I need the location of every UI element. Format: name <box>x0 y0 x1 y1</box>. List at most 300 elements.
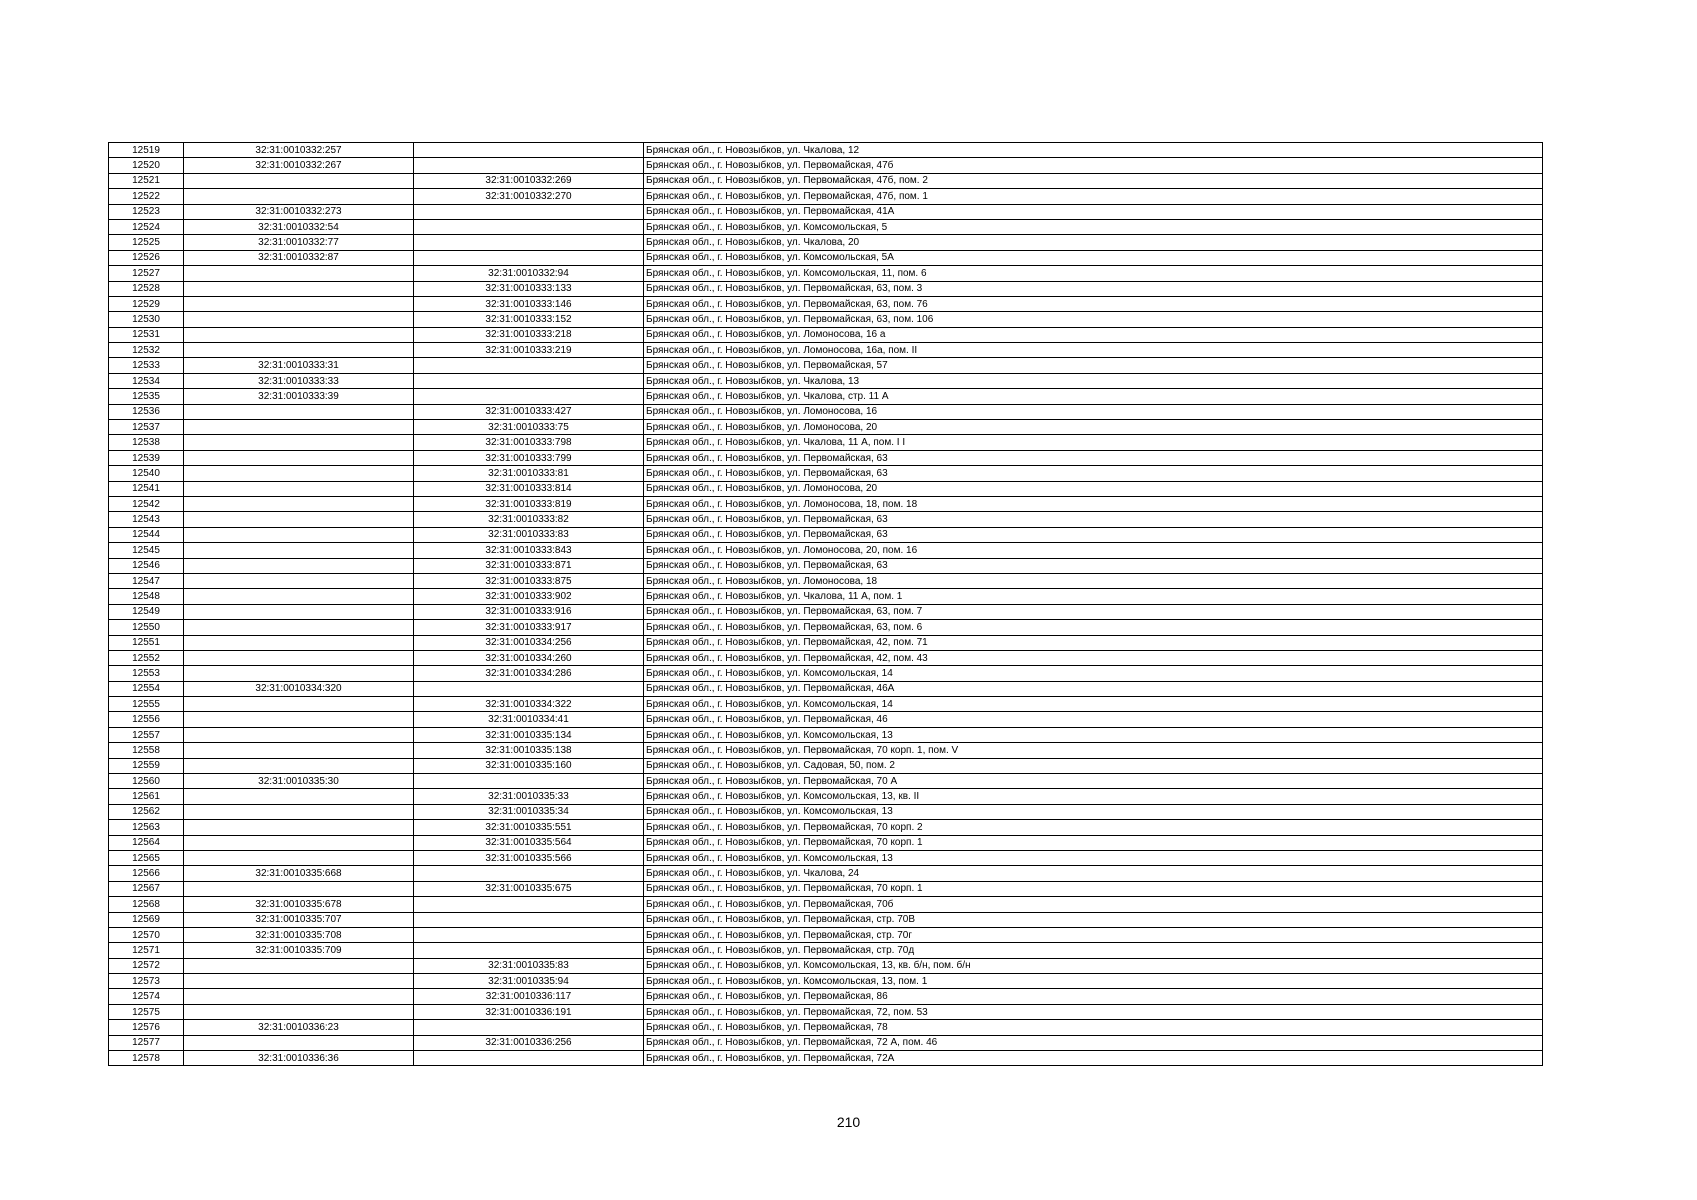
cadastral-number-alt-cell: 32:31:0010333:799 <box>414 450 644 465</box>
address-cell: Брянская обл., г. Новозыбков, ул. Комсомольская, 14 <box>644 697 1543 712</box>
table-row <box>109 204 1543 219</box>
cadastral-number-alt-cell <box>414 1020 644 1035</box>
cadastral-number-alt-cell: 32:31:0010333:902 <box>414 589 644 604</box>
row-number-cell: 12574 <box>109 989 184 1004</box>
table-row <box>109 420 1543 435</box>
table-row <box>109 1051 1543 1066</box>
cadastral-number-cell <box>184 312 414 327</box>
cadastral-number-cell: 32:31:0010333:33 <box>184 373 414 388</box>
row-number-cell: 12524 <box>109 219 184 234</box>
cadastral-number-cell <box>184 281 414 296</box>
cadastral-number-cell <box>184 881 414 896</box>
row-number-cell: 12556 <box>109 712 184 727</box>
table-row <box>109 989 1543 1004</box>
cadastral-number-alt-cell: 32:31:0010334:286 <box>414 666 644 681</box>
row-number-cell: 12577 <box>109 1035 184 1050</box>
row-number-cell: 12543 <box>109 512 184 527</box>
cadastral-number-alt-cell: 32:31:0010336:117 <box>414 989 644 1004</box>
address-cell: Брянская обл., г. Новозыбков, ул. Садовая, 50, пом. 2 <box>644 758 1543 773</box>
table-row <box>109 219 1543 234</box>
address-cell: Брянская обл., г. Новозыбков, ул. Первомайская, 72 А, пом. 46 <box>644 1035 1543 1050</box>
row-number-cell: 12570 <box>109 927 184 942</box>
address-cell: Брянская обл., г. Новозыбков, ул. Первомайская, 47б, пом. 2 <box>644 173 1543 188</box>
address-cell: Брянская обл., г. Новозыбков, ул. Ломоносова, 16 <box>644 404 1543 419</box>
table-row <box>109 835 1543 850</box>
cadastral-number-alt-cell: 32:31:0010332:269 <box>414 173 644 188</box>
cadastral-number-cell <box>184 527 414 542</box>
address-cell: Брянская обл., г. Новозыбков, ул. Первомайская, 63, пом. 7 <box>644 604 1543 619</box>
address-cell: Брянская обл., г. Новозыбков, ул. Первомайская, 46 <box>644 712 1543 727</box>
cadastral-number-alt-cell: 32:31:0010332:270 <box>414 189 644 204</box>
table-row <box>109 250 1543 265</box>
cadastral-number-cell <box>184 974 414 989</box>
cadastral-number-alt-cell: 32:31:0010335:134 <box>414 727 644 742</box>
table-row <box>109 820 1543 835</box>
table-row <box>109 804 1543 819</box>
table-row <box>109 543 1543 558</box>
table-row <box>109 974 1543 989</box>
address-cell: Брянская обл., г. Новозыбков, ул. Чкалова, 11 А, пом. 1 <box>644 589 1543 604</box>
table-row <box>109 527 1543 542</box>
cadastral-number-cell <box>184 573 414 588</box>
table-row <box>109 558 1543 573</box>
cadastral-number-cell <box>184 835 414 850</box>
cadastral-number-cell <box>184 604 414 619</box>
cadastral-number-alt-cell: 32:31:0010335:138 <box>414 743 644 758</box>
row-number-cell: 12525 <box>109 235 184 250</box>
row-number-cell: 12573 <box>109 974 184 989</box>
address-cell: Брянская обл., г. Новозыбков, ул. Первомайская, 63 <box>644 558 1543 573</box>
table-row <box>109 943 1543 958</box>
row-number-cell: 12533 <box>109 358 184 373</box>
table-row <box>109 435 1543 450</box>
address-cell: Брянская обл., г. Новозыбков, ул. Первомайская, 78 <box>644 1020 1543 1035</box>
cadastral-number-cell: 32:31:0010336:36 <box>184 1051 414 1066</box>
table-row <box>109 296 1543 311</box>
address-cell: Брянская обл., г. Новозыбков, ул. Чкалова, 24 <box>644 866 1543 881</box>
cadastral-number-alt-cell: 32:31:0010335:564 <box>414 835 644 850</box>
cadastral-number-alt-cell: 32:31:0010334:256 <box>414 635 644 650</box>
table-row <box>109 774 1543 789</box>
cadastral-number-cell: 32:31:0010334:320 <box>184 681 414 696</box>
cadastral-number-alt-cell: 32:31:0010335:566 <box>414 850 644 865</box>
address-cell: Брянская обл., г. Новозыбков, ул. Комсомольская, 5А <box>644 250 1543 265</box>
cadastral-number-alt-cell <box>414 912 644 927</box>
table-row <box>109 496 1543 511</box>
cadastral-number-cell <box>184 404 414 419</box>
cadastral-number-alt-cell <box>414 897 644 912</box>
row-number-cell: 12532 <box>109 343 184 358</box>
address-cell: Брянская обл., г. Новозыбков, ул. Комсомольская, 13, кв. II <box>644 789 1543 804</box>
cadastral-number-cell <box>184 558 414 573</box>
cadastral-number-alt-cell <box>414 158 644 173</box>
table-row <box>109 697 1543 712</box>
cadastral-number-alt-cell: 32:31:0010333:219 <box>414 343 644 358</box>
address-cell: Брянская обл., г. Новозыбков, ул. Первомайская, 70 корп. 1 <box>644 835 1543 850</box>
cadastral-number-cell: 32:31:0010335:708 <box>184 927 414 942</box>
cadastral-number-cell <box>184 850 414 865</box>
table-row <box>109 373 1543 388</box>
cadastral-number-alt-cell: 32:31:0010336:256 <box>414 1035 644 1050</box>
table-row <box>109 450 1543 465</box>
cadastral-number-alt-cell: 32:31:0010333:427 <box>414 404 644 419</box>
cadastral-number-cell <box>184 697 414 712</box>
cadastral-number-cell <box>184 620 414 635</box>
cadastral-number-cell: 32:31:0010332:267 <box>184 158 414 173</box>
row-number-cell: 12552 <box>109 650 184 665</box>
row-number-cell: 12576 <box>109 1020 184 1035</box>
address-cell: Брянская обл., г. Новозыбков, ул. Чкалова, 13 <box>644 373 1543 388</box>
table-row <box>109 404 1543 419</box>
row-number-cell: 12541 <box>109 481 184 496</box>
cadastral-number-alt-cell <box>414 927 644 942</box>
cadastral-number-cell <box>184 727 414 742</box>
address-cell: Брянская обл., г. Новозыбков, ул. Первомайская, 86 <box>644 989 1543 1004</box>
cadastral-number-cell: 32:31:0010336:23 <box>184 1020 414 1035</box>
cadastral-number-cell <box>184 173 414 188</box>
row-number-cell: 12549 <box>109 604 184 619</box>
table-row <box>109 758 1543 773</box>
cadastral-number-cell: 32:31:0010332:54 <box>184 219 414 234</box>
table-row <box>109 727 1543 742</box>
address-cell: Брянская обл., г. Новозыбков, ул. Комсомольская, 13 <box>644 804 1543 819</box>
cadastral-number-alt-cell: 32:31:0010334:322 <box>414 697 644 712</box>
table-row <box>109 312 1543 327</box>
address-cell: Брянская обл., г. Новозыбков, ул. Ломоносова, 20 <box>644 420 1543 435</box>
cadastral-number-alt-cell <box>414 1051 644 1066</box>
cadastral-number-cell <box>184 543 414 558</box>
address-cell: Брянская обл., г. Новозыбков, ул. Первомайская, 47б, пом. 1 <box>644 189 1543 204</box>
row-number-cell: 12566 <box>109 866 184 881</box>
cadastral-number-alt-cell: 32:31:0010333:75 <box>414 420 644 435</box>
cadastral-number-alt-cell: 32:31:0010333:218 <box>414 327 644 342</box>
cadastral-number-cell <box>184 266 414 281</box>
address-cell: Брянская обл., г. Новозыбков, ул. Чкалова, 12 <box>644 143 1543 158</box>
cadastral-number-cell: 32:31:0010335:668 <box>184 866 414 881</box>
address-cell: Брянская обл., г. Новозыбков, ул. Ломоносова, 20 <box>644 481 1543 496</box>
address-cell: Брянская обл., г. Новозыбков, ул. Первомайская, 70 корп. 1 <box>644 881 1543 896</box>
row-number-cell: 12528 <box>109 281 184 296</box>
cadastral-number-alt-cell <box>414 681 644 696</box>
row-number-cell: 12520 <box>109 158 184 173</box>
row-number-cell: 12526 <box>109 250 184 265</box>
table-row <box>109 897 1543 912</box>
address-cell: Брянская обл., г. Новозыбков, ул. Комсомольская, 13, пом. 1 <box>644 974 1543 989</box>
cadastral-number-cell <box>184 589 414 604</box>
address-cell: Брянская обл., г. Новозыбков, ул. Первомайская, 70 корп. 2 <box>644 820 1543 835</box>
cadastral-number-cell <box>184 496 414 511</box>
cadastral-number-cell <box>184 420 414 435</box>
address-cell: Брянская обл., г. Новозыбков, ул. Первомайская, 70 А <box>644 774 1543 789</box>
cadastral-number-alt-cell <box>414 866 644 881</box>
row-number-cell: 12531 <box>109 327 184 342</box>
row-number-cell: 12521 <box>109 173 184 188</box>
table-row <box>109 881 1543 896</box>
table-row <box>109 589 1543 604</box>
row-number-cell: 12555 <box>109 697 184 712</box>
cadastral-number-cell <box>184 789 414 804</box>
row-number-cell: 12553 <box>109 666 184 681</box>
cadastral-number-cell <box>184 758 414 773</box>
cadastral-number-cell <box>184 650 414 665</box>
cadastral-number-alt-cell <box>414 250 644 265</box>
row-number-cell: 12523 <box>109 204 184 219</box>
address-cell: Брянская обл., г. Новозыбков, ул. Первомайская, 63, пом. 76 <box>644 296 1543 311</box>
cadastral-number-cell <box>184 635 414 650</box>
cadastral-number-cell: 32:31:0010332:87 <box>184 250 414 265</box>
row-number-cell: 12542 <box>109 496 184 511</box>
cadastral-number-cell <box>184 1004 414 1019</box>
address-cell: Брянская обл., г. Новозыбков, ул. Первомайская, 42, пом. 71 <box>644 635 1543 650</box>
table-row <box>109 143 1543 158</box>
row-number-cell: 12547 <box>109 573 184 588</box>
cadastral-number-cell: 32:31:0010335:678 <box>184 897 414 912</box>
cadastral-number-alt-cell: 32:31:0010335:160 <box>414 758 644 773</box>
address-cell: Брянская обл., г. Новозыбков, ул. Первомайская, 63 <box>644 512 1543 527</box>
cadastral-number-alt-cell: 32:31:0010333:875 <box>414 573 644 588</box>
row-number-cell: 12557 <box>109 727 184 742</box>
cadastral-number-cell <box>184 327 414 342</box>
address-cell: Брянская обл., г. Новозыбков, ул. Первомайская, 63, пом. 106 <box>644 312 1543 327</box>
row-number-cell: 12559 <box>109 758 184 773</box>
address-cell: Брянская обл., г. Новозыбков, ул. Первомайская, стр. 70В <box>644 912 1543 927</box>
cadastral-number-alt-cell: 32:31:0010333:798 <box>414 435 644 450</box>
table-row <box>109 158 1543 173</box>
row-number-cell: 12539 <box>109 450 184 465</box>
row-number-cell: 12562 <box>109 804 184 819</box>
address-cell: Брянская обл., г. Новозыбков, ул. Первомайская, 46А <box>644 681 1543 696</box>
cadastral-number-cell: 32:31:0010335:707 <box>184 912 414 927</box>
table-row <box>109 712 1543 727</box>
address-cell: Брянская обл., г. Новозыбков, ул. Ломоносова, 16а, пом. II <box>644 343 1543 358</box>
address-cell: Брянская обл., г. Новозыбков, ул. Первомайская, стр. 70г <box>644 927 1543 942</box>
row-number-cell: 12535 <box>109 389 184 404</box>
cadastral-number-alt-cell: 32:31:0010333:819 <box>414 496 644 511</box>
cadastral-number-alt-cell <box>414 219 644 234</box>
cadastral-number-alt-cell: 32:31:0010335:94 <box>414 974 644 989</box>
table-row <box>109 620 1543 635</box>
row-number-cell: 12572 <box>109 958 184 973</box>
address-cell: Брянская обл., г. Новозыбков, ул. Комсомольская, 13 <box>644 850 1543 865</box>
registry-table-body <box>109 143 1543 1066</box>
cadastral-number-cell: 32:31:0010335:30 <box>184 774 414 789</box>
cadastral-number-alt-cell <box>414 943 644 958</box>
table-row <box>109 604 1543 619</box>
table-row <box>109 912 1543 927</box>
table-row <box>109 958 1543 973</box>
cadastral-number-alt-cell <box>414 389 644 404</box>
row-number-cell: 12565 <box>109 850 184 865</box>
row-number-cell: 12527 <box>109 266 184 281</box>
cadastral-number-cell <box>184 712 414 727</box>
cadastral-number-cell <box>184 296 414 311</box>
row-number-cell: 12530 <box>109 312 184 327</box>
row-number-cell: 12545 <box>109 543 184 558</box>
row-number-cell: 12560 <box>109 774 184 789</box>
cadastral-number-cell <box>184 958 414 973</box>
cadastral-number-cell <box>184 450 414 465</box>
table-row <box>109 1035 1543 1050</box>
cadastral-number-alt-cell: 32:31:0010335:33 <box>414 789 644 804</box>
row-number-cell: 12550 <box>109 620 184 635</box>
row-number-cell: 12563 <box>109 820 184 835</box>
row-number-cell: 12537 <box>109 420 184 435</box>
table-row <box>109 327 1543 342</box>
table-row <box>109 650 1543 665</box>
table-row <box>109 666 1543 681</box>
address-cell: Брянская обл., г. Новозыбков, ул. Первомайская, 70 корп. 1, пом. V <box>644 743 1543 758</box>
table-row <box>109 281 1543 296</box>
cadastral-number-alt-cell: 32:31:0010333:843 <box>414 543 644 558</box>
address-cell: Брянская обл., г. Новозыбков, ул. Ломоносова, 18, пом. 18 <box>644 496 1543 511</box>
row-number-cell: 12534 <box>109 373 184 388</box>
cadastral-number-cell <box>184 435 414 450</box>
address-cell: Брянская обл., г. Новозыбков, ул. Чкалова, стр. 11 А <box>644 389 1543 404</box>
address-cell: Брянская обл., г. Новозыбков, ул. Первомайская, 47б <box>644 158 1543 173</box>
table-row <box>109 358 1543 373</box>
address-cell: Брянская обл., г. Новозыбков, ул. Чкалова, 20 <box>644 235 1543 250</box>
cadastral-number-cell: 32:31:0010332:257 <box>184 143 414 158</box>
address-cell: Брянская обл., г. Новозыбков, ул. Ломоносова, 16 а <box>644 327 1543 342</box>
cadastral-number-cell <box>184 466 414 481</box>
table-row <box>109 235 1543 250</box>
row-number-cell: 12548 <box>109 589 184 604</box>
cadastral-number-cell: 32:31:0010332:77 <box>184 235 414 250</box>
cadastral-number-alt-cell <box>414 204 644 219</box>
row-number-cell: 12554 <box>109 681 184 696</box>
table-row <box>109 266 1543 281</box>
row-number-cell: 12544 <box>109 527 184 542</box>
address-cell: Брянская обл., г. Новозыбков, ул. Первомайская, 42, пом. 43 <box>644 650 1543 665</box>
cadastral-number-alt-cell: 32:31:0010335:83 <box>414 958 644 973</box>
row-number-cell: 12578 <box>109 1051 184 1066</box>
page-number: 210 <box>836 1114 861 1130</box>
row-number-cell: 12551 <box>109 635 184 650</box>
cadastral-number-cell: 32:31:0010333:39 <box>184 389 414 404</box>
table-row <box>109 1004 1543 1019</box>
cadastral-number-alt-cell: 32:31:0010333:82 <box>414 512 644 527</box>
cadastral-number-alt-cell: 32:31:0010332:94 <box>414 266 644 281</box>
table-row <box>109 343 1543 358</box>
address-cell: Брянская обл., г. Новозыбков, ул. Комсомольская, 13, кв. б/н, пом. б/н <box>644 958 1543 973</box>
address-cell: Брянская обл., г. Новозыбков, ул. Первомайская, 70б <box>644 897 1543 912</box>
cadastral-number-cell <box>184 820 414 835</box>
address-cell: Брянская обл., г. Новозыбков, ул. Первомайская, 72, пом. 53 <box>644 1004 1543 1019</box>
cadastral-number-cell <box>184 666 414 681</box>
address-cell: Брянская обл., г. Новозыбков, ул. Комсомольская, 11, пом. 6 <box>644 266 1543 281</box>
table-row <box>109 189 1543 204</box>
table-row <box>109 573 1543 588</box>
cadastral-number-alt-cell: 32:31:0010334:260 <box>414 650 644 665</box>
row-number-cell: 12536 <box>109 404 184 419</box>
cadastral-number-alt-cell: 32:31:0010333:871 <box>414 558 644 573</box>
registry-table <box>108 142 1543 1066</box>
cadastral-number-alt-cell: 32:31:0010333:917 <box>414 620 644 635</box>
row-number-cell: 12540 <box>109 466 184 481</box>
table-row <box>109 927 1543 942</box>
table-row <box>109 389 1543 404</box>
table-row <box>109 173 1543 188</box>
cadastral-number-alt-cell: 32:31:0010333:83 <box>414 527 644 542</box>
row-number-cell: 12522 <box>109 189 184 204</box>
table-row <box>109 789 1543 804</box>
row-number-cell: 12561 <box>109 789 184 804</box>
address-cell: Брянская обл., г. Новозыбков, ул. Первомайская, 63, пом. 6 <box>644 620 1543 635</box>
address-cell: Брянская обл., г. Новозыбков, ул. Комсомольская, 13 <box>644 727 1543 742</box>
table-row <box>109 743 1543 758</box>
cadastral-number-cell: 32:31:0010335:709 <box>184 943 414 958</box>
cadastral-number-alt-cell: 32:31:0010333:916 <box>414 604 644 619</box>
cadastral-number-alt-cell: 32:31:0010333:81 <box>414 466 644 481</box>
cadastral-number-alt-cell <box>414 774 644 789</box>
row-number-cell: 12558 <box>109 743 184 758</box>
address-cell: Брянская обл., г. Новозыбков, ул. Первомайская, 63 <box>644 450 1543 465</box>
cadastral-number-cell <box>184 804 414 819</box>
table-row <box>109 635 1543 650</box>
cadastral-number-cell <box>184 343 414 358</box>
address-cell: Брянская обл., г. Новозыбков, ул. Ломоносова, 18 <box>644 573 1543 588</box>
address-cell: Брянская обл., г. Новозыбков, ул. Чкалова, 11 А, пом. I I <box>644 435 1543 450</box>
cadastral-number-alt-cell: 32:31:0010333:133 <box>414 281 644 296</box>
cadastral-number-alt-cell: 32:31:0010333:146 <box>414 296 644 311</box>
address-cell: Брянская обл., г. Новозыбков, ул. Первомайская, 63 <box>644 527 1543 542</box>
address-cell: Брянская обл., г. Новозыбков, ул. Комсомольская, 14 <box>644 666 1543 681</box>
address-cell: Брянская обл., г. Новозыбков, ул. Первомайская, 63, пом. 3 <box>644 281 1543 296</box>
table-row <box>109 866 1543 881</box>
cadastral-number-alt-cell <box>414 143 644 158</box>
cadastral-number-alt-cell: 32:31:0010334:41 <box>414 712 644 727</box>
row-number-cell: 12568 <box>109 897 184 912</box>
cadastral-number-cell <box>184 1035 414 1050</box>
cadastral-number-alt-cell <box>414 235 644 250</box>
row-number-cell: 12571 <box>109 943 184 958</box>
table-row <box>109 1020 1543 1035</box>
cadastral-number-alt-cell: 32:31:0010333:152 <box>414 312 644 327</box>
row-number-cell: 12575 <box>109 1004 184 1019</box>
cadastral-number-cell <box>184 481 414 496</box>
cadastral-number-alt-cell <box>414 373 644 388</box>
cadastral-number-alt-cell: 32:31:0010333:814 <box>414 481 644 496</box>
cadastral-number-cell <box>184 743 414 758</box>
cadastral-number-cell: 32:31:0010333:31 <box>184 358 414 373</box>
address-cell: Брянская обл., г. Новозыбков, ул. Первомайская, 57 <box>644 358 1543 373</box>
table-row <box>109 512 1543 527</box>
cadastral-number-cell: 32:31:0010332:273 <box>184 204 414 219</box>
table-row <box>109 681 1543 696</box>
table-row <box>109 466 1543 481</box>
address-cell: Брянская обл., г. Новозыбков, ул. Первомайская, 41А <box>644 204 1543 219</box>
address-cell: Брянская обл., г. Новозыбков, ул. Комсомольская, 5 <box>644 219 1543 234</box>
cadastral-number-alt-cell: 32:31:0010336:191 <box>414 1004 644 1019</box>
table-row <box>109 850 1543 865</box>
row-number-cell: 12564 <box>109 835 184 850</box>
cadastral-number-cell <box>184 989 414 1004</box>
cadastral-number-cell <box>184 512 414 527</box>
row-number-cell: 12567 <box>109 881 184 896</box>
address-cell: Брянская обл., г. Новозыбков, ул. Ломоносова, 20, пом. 16 <box>644 543 1543 558</box>
address-cell: Брянская обл., г. Новозыбков, ул. Первомайская, 63 <box>644 466 1543 481</box>
address-cell: Брянская обл., г. Новозыбков, ул. Первомайская, стр. 70д <box>644 943 1543 958</box>
row-number-cell: 12546 <box>109 558 184 573</box>
cadastral-number-cell <box>184 189 414 204</box>
row-number-cell: 12519 <box>109 143 184 158</box>
cadastral-number-alt-cell <box>414 358 644 373</box>
row-number-cell: 12529 <box>109 296 184 311</box>
row-number-cell: 12569 <box>109 912 184 927</box>
row-number-cell: 12538 <box>109 435 184 450</box>
cadastral-number-alt-cell: 32:31:0010335:551 <box>414 820 644 835</box>
address-cell: Брянская обл., г. Новозыбков, ул. Первомайская, 72А <box>644 1051 1543 1066</box>
